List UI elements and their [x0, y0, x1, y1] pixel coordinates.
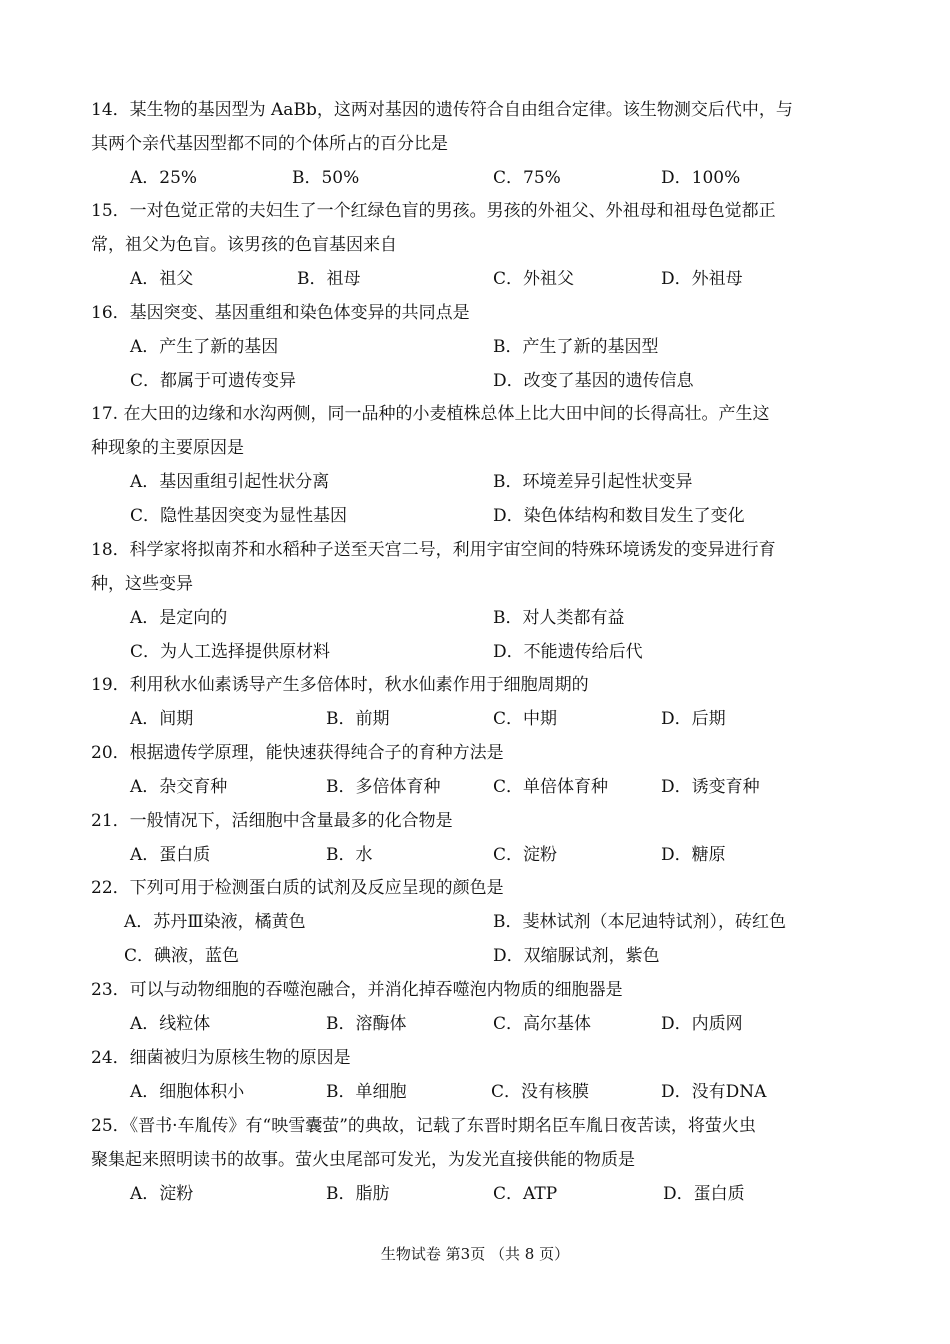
question-20-option-c: C．单倍体育种: [493, 777, 609, 797]
question-17-stem-line-2: 种现象的主要原因是: [91, 438, 244, 458]
question-22-option-d: D．双缩脲试剂，紫色: [493, 946, 660, 966]
question-19-option-c: C．中期: [493, 709, 558, 729]
question-24-option-b: B．单细胞: [326, 1082, 407, 1102]
question-15-option-d: D．外祖母: [661, 269, 743, 289]
question-17-option-b: B．环境差异引起性状变异: [493, 472, 693, 492]
question-17-option-c: C．隐性基因突变为显性基因: [130, 506, 348, 526]
question-24-stem-line-1: 24．细菌被归为原核生物的原因是: [91, 1048, 351, 1068]
question-20-option-b: B．多倍体育种: [326, 777, 441, 797]
question-17-option-d: D．染色体结构和数目发生了变化: [493, 506, 745, 526]
question-24-option-d: D．没有DNA: [661, 1082, 767, 1102]
question-24-option-c: C．没有核膜: [491, 1082, 590, 1102]
question-22-option-b: B．斐林试剂（本尼迪特试剂），砖红色: [493, 912, 786, 932]
question-19-option-a: A．间期: [130, 709, 194, 729]
question-19-stem-line-1: 19．利用秋水仙素诱导产生多倍体时，秋水仙素作用于细胞周期的: [91, 675, 589, 695]
question-25-option-a: A．淀粉: [130, 1184, 194, 1204]
question-18-stem-line-1: 18．科学家将拟南芥和水稻种子送至天宫二号，利用宇宙空间的特殊环境诱发的变异进行育: [91, 540, 776, 560]
question-21-option-c: C．淀粉: [493, 845, 558, 865]
question-15-stem-line-2: 常，祖父为色盲。该男孩的色盲基因来自: [91, 235, 397, 255]
question-23-stem-line-1: 23．可以与动物细胞的吞噬泡融合，并消化掉吞噬泡内物质的细胞器是: [91, 980, 623, 1000]
question-15-option-c: C．外祖父: [493, 269, 575, 289]
question-25-option-d: D．蛋白质: [663, 1184, 745, 1204]
question-14-option-d: D．100%: [661, 168, 741, 188]
question-22-option-c: C．碘液，蓝色: [124, 946, 240, 966]
question-16-option-a: A．产生了新的基因: [130, 337, 279, 357]
question-23-option-c: C．高尔基体: [493, 1014, 592, 1034]
question-21-option-b: B．水: [326, 845, 373, 865]
question-22-stem-line-1: 22．下列可用于检测蛋白质的试剂及反应呈现的颜色是: [91, 878, 504, 898]
page-footer: 生物试卷 第3页 （共 8 页）: [380, 1245, 570, 1263]
question-25-option-c: C．ATP: [493, 1184, 558, 1204]
question-16-stem-line-1: 16．基因突变、基因重组和染色体变异的共同点是: [91, 303, 470, 323]
question-18-option-c: C．为人工选择提供原材料: [130, 642, 331, 662]
question-17-option-a: A．基因重组引起性状分离: [130, 472, 330, 492]
question-25-stem-line-2: 聚集起来照明读书的故事。萤火虫尾部可发光，为发光直接供能的物质是: [91, 1150, 635, 1170]
question-19-option-d: D．后期: [661, 709, 726, 729]
question-23-option-a: A．线粒体: [130, 1014, 211, 1034]
question-14-option-c: C．75%: [493, 168, 561, 188]
question-18-option-d: D．不能遗传给后代: [493, 642, 643, 662]
question-14-option-b: B．50%: [292, 168, 360, 188]
question-25-stem-line-1: 25．《晋书·车胤传》有“映雪囊萤”的典故，记载了东晋时期名臣车胤日夜苦读，将萤火虫: [91, 1116, 756, 1136]
question-14-stem-line-2: 其两个亲代基因型都不同的个体所占的百分比是: [91, 134, 448, 154]
question-17-stem-line-1: 17. 在大田的边缘和水沟两侧，同一品种的小麦植株总体上比大田中间的长得高壮。产生这: [91, 404, 770, 424]
question-16-option-b: B．产生了新的基因型: [493, 337, 659, 357]
question-16-option-d: D．改变了基因的遗传信息: [493, 371, 694, 391]
question-16-option-c: C．都属于可遗传变异: [130, 371, 297, 391]
question-21-option-d: D．糖原: [661, 845, 726, 865]
question-20-option-d: D．诱变育种: [661, 777, 760, 797]
question-14-stem-line-1: 14．某生物的基因型为 AaBb，这两对基因的遗传符合自由组合定律。该生物测交后代中，与: [91, 100, 793, 120]
question-15-stem-line-1: 15．一对色觉正常的夫妇生了一个红绿色盲的男孩。男孩的外祖父、外祖母和祖母色觉都正: [91, 201, 776, 221]
question-15-option-b: B．祖母: [297, 269, 361, 289]
question-21-option-a: A．蛋白质: [130, 845, 211, 865]
question-23-option-b: B．溶酶体: [326, 1014, 407, 1034]
question-20-option-a: A．杂交育种: [130, 777, 228, 797]
question-18-stem-line-2: 种，这些变异: [91, 574, 193, 594]
question-14-option-a: A．25%: [130, 168, 198, 188]
question-21-stem-line-1: 21．一般情况下，活细胞中含量最多的化合物是: [91, 811, 453, 831]
question-25-option-b: B．脂肪: [326, 1184, 390, 1204]
question-18-option-b: B．对人类都有益: [493, 608, 625, 628]
question-19-option-b: B．前期: [326, 709, 390, 729]
question-23-option-d: D．内质网: [661, 1014, 743, 1034]
question-20-stem-line-1: 20．根据遗传学原理，能快速获得纯合子的育种方法是: [91, 743, 504, 763]
question-22-option-a: A．苏丹Ⅲ染液，橘黄色: [124, 912, 306, 932]
question-18-option-a: A．是定向的: [130, 608, 228, 628]
question-15-option-a: A．祖父: [130, 269, 194, 289]
question-24-option-a: A．细胞体积小: [130, 1082, 245, 1102]
